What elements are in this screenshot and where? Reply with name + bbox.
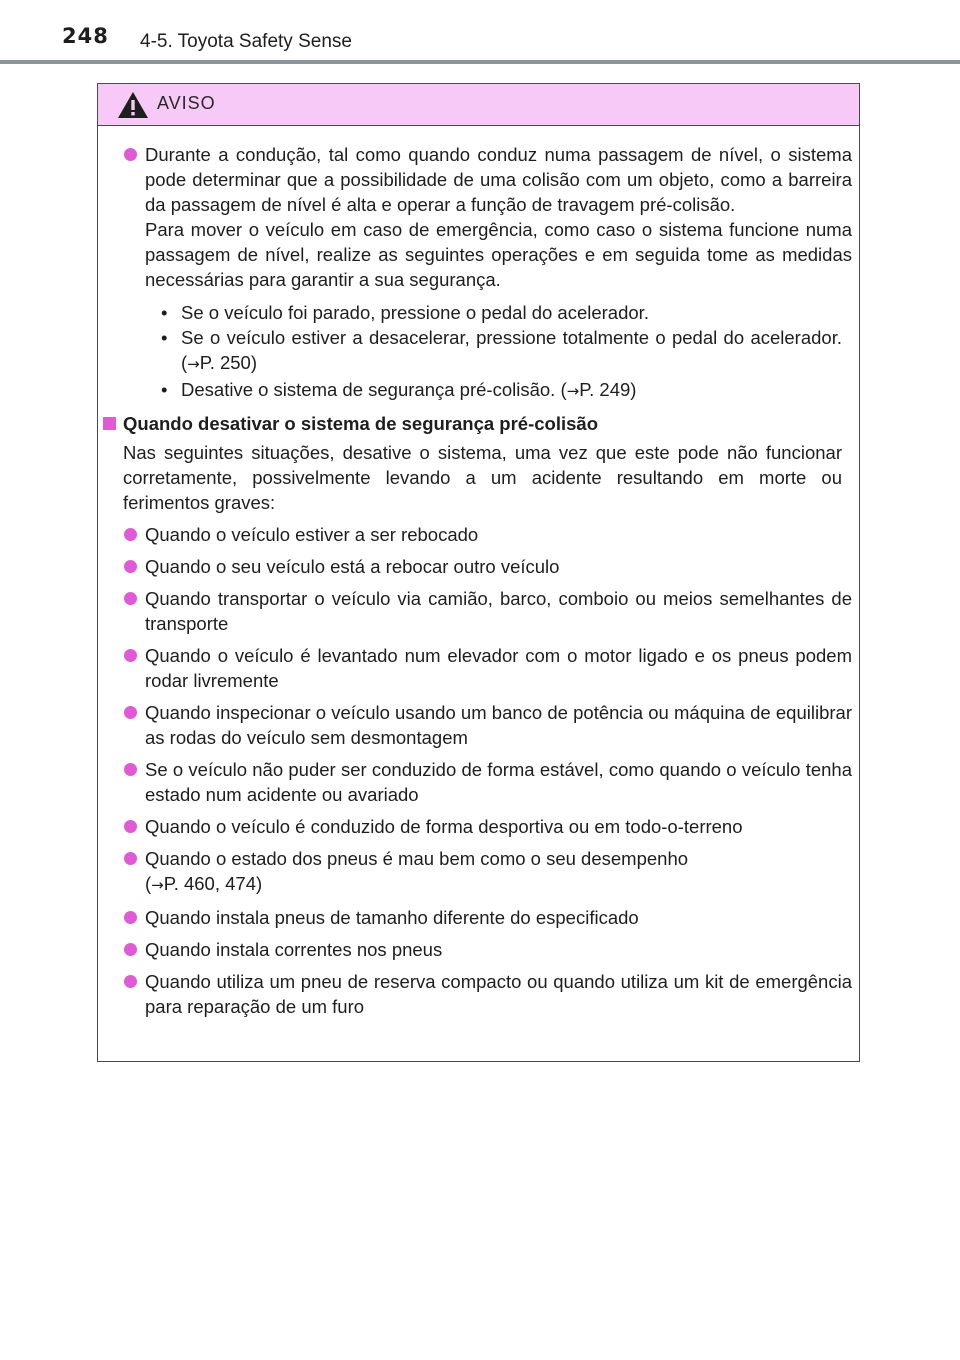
warning-box <box>97 83 860 1062</box>
arrow-right-icon: → <box>151 876 164 894</box>
section-intro: Nas seguintes situações, desative o sistema, uma vez que este pode não funcionar corretamente, possivelmente levando a um acidente resultando em morte ou ferimentos graves: <box>123 442 842 513</box>
step-list <box>145 300 852 404</box>
bullet-dot-icon <box>124 943 137 956</box>
bullet-dot-icon <box>124 528 137 541</box>
step-text: Se o veículo foi parado, pressione o pedal do acelerador. <box>181 302 649 323</box>
list-item <box>98 700 859 750</box>
section-heading-text: Quando desativar o sistema de segurança pré-colisão <box>123 413 599 434</box>
bullet-dot-icon <box>124 148 137 161</box>
list-item <box>98 643 859 693</box>
step-bullet-icon: • <box>161 327 168 348</box>
list-item <box>98 757 859 807</box>
list-item <box>98 522 859 547</box>
list-item-text: Quando transportar o veículo via camião, barco, comboio ou meios semelhantes de transporte <box>145 588 852 634</box>
list-item-text: Quando o veículo é conduzido de forma desportiva ou em todo-o-terreno <box>145 816 743 837</box>
list-item-text: Quando o veículo é levantado num elevador com o motor ligado e os pneus podem rodar livremente <box>145 645 852 691</box>
bullet-dot-icon <box>124 820 137 833</box>
list-item-text: Quando o seu veículo está a rebocar outro veículo <box>145 556 560 577</box>
list-item-text: Quando o estado dos pneus é mau bem como o seu desempenho (→P. 460, 474) <box>145 848 689 894</box>
warning-triangle-icon <box>117 91 149 119</box>
step-text: Se o veículo estiver a desacelerar, pressione totalmente o pedal do acelerador. ( <box>181 327 842 373</box>
section-heading <box>98 411 859 436</box>
bullet-dot-icon <box>124 911 137 924</box>
bullet-dot-icon <box>124 763 137 776</box>
page-reference-link[interactable]: P. 249) <box>579 379 637 400</box>
bullet-dot-icon <box>124 975 137 988</box>
step-bullet-icon: • <box>161 379 168 400</box>
square-bullet-icon <box>103 417 116 430</box>
list-item <box>98 814 859 839</box>
list-item <box>98 586 859 636</box>
page-number: 248 <box>62 24 109 48</box>
list-item <box>98 905 859 930</box>
bullet-dot-icon <box>124 852 137 865</box>
list-item <box>98 937 859 962</box>
bullet-dot-icon <box>124 649 137 662</box>
warning-content <box>98 142 859 1026</box>
bullet-dot-icon <box>124 560 137 573</box>
list-item-text: Quando o veículo estiver a ser rebocado <box>145 524 479 545</box>
section-title: 4-5. Toyota Safety Sense <box>140 31 352 52</box>
warning-label: AVISO <box>157 93 216 113</box>
step-bullet-icon: • <box>161 302 168 323</box>
step-text: Desative o sistema de segurança pré-colisão. ( <box>181 379 567 400</box>
list-item-text: Quando instala pneus de tamanho diferente do especificado <box>145 907 639 928</box>
page-header <box>0 0 960 62</box>
step-item <box>145 300 852 325</box>
header-rule <box>0 60 960 64</box>
page-reference-link[interactable]: P. 250) <box>199 352 258 373</box>
list-item-text: Quando o estado dos pneus é mau bem como o seu desempenho <box>145 848 689 869</box>
list-item-text: Quando instala correntes nos pneus <box>145 939 443 960</box>
arrow-right-icon: → <box>566 382 580 400</box>
list-item-text: Quando utiliza um pneu de reserva compacto ou quando utiliza um kit de emergência para reparação de um furo <box>145 971 852 1017</box>
list-item-text: Se o veículo não puder ser conduzido de forma estável, como quando o veículo tenha estado num acidente ou avariado <box>145 759 852 805</box>
list-item <box>98 969 859 1019</box>
step-item <box>145 377 852 404</box>
arrow-right-icon: → <box>187 355 200 373</box>
bullet-dot-icon <box>124 592 137 605</box>
list-item-text: Quando inspecionar o veículo usando um banco de potência ou máquina de equilibrar as rodas do veículo sem desmontagem <box>145 702 852 748</box>
list-item <box>98 142 859 404</box>
page-reference-link[interactable]: P. 460, 474) <box>163 873 263 894</box>
list-item-followup: Para mover o veículo em caso de emergência, como caso o sistema funcione numa passagem de nível, realize as seguintes operações e em seguida tome as medidas necessárias para garantir a sua segurança. <box>145 219 852 290</box>
list-item-text: Durante a condução, tal como quando conduz numa passagem de nível, o sistema pode determinar que a possibilidade de uma colisão com um objeto, como a barreira da passagem de nível é alta e operar a função de travagem pré-colisão. <box>145 144 852 215</box>
step-item <box>145 325 852 377</box>
list-item <box>98 554 859 579</box>
warning-header <box>98 84 859 126</box>
bullet-dot-icon <box>124 706 137 719</box>
list-item <box>98 846 859 898</box>
